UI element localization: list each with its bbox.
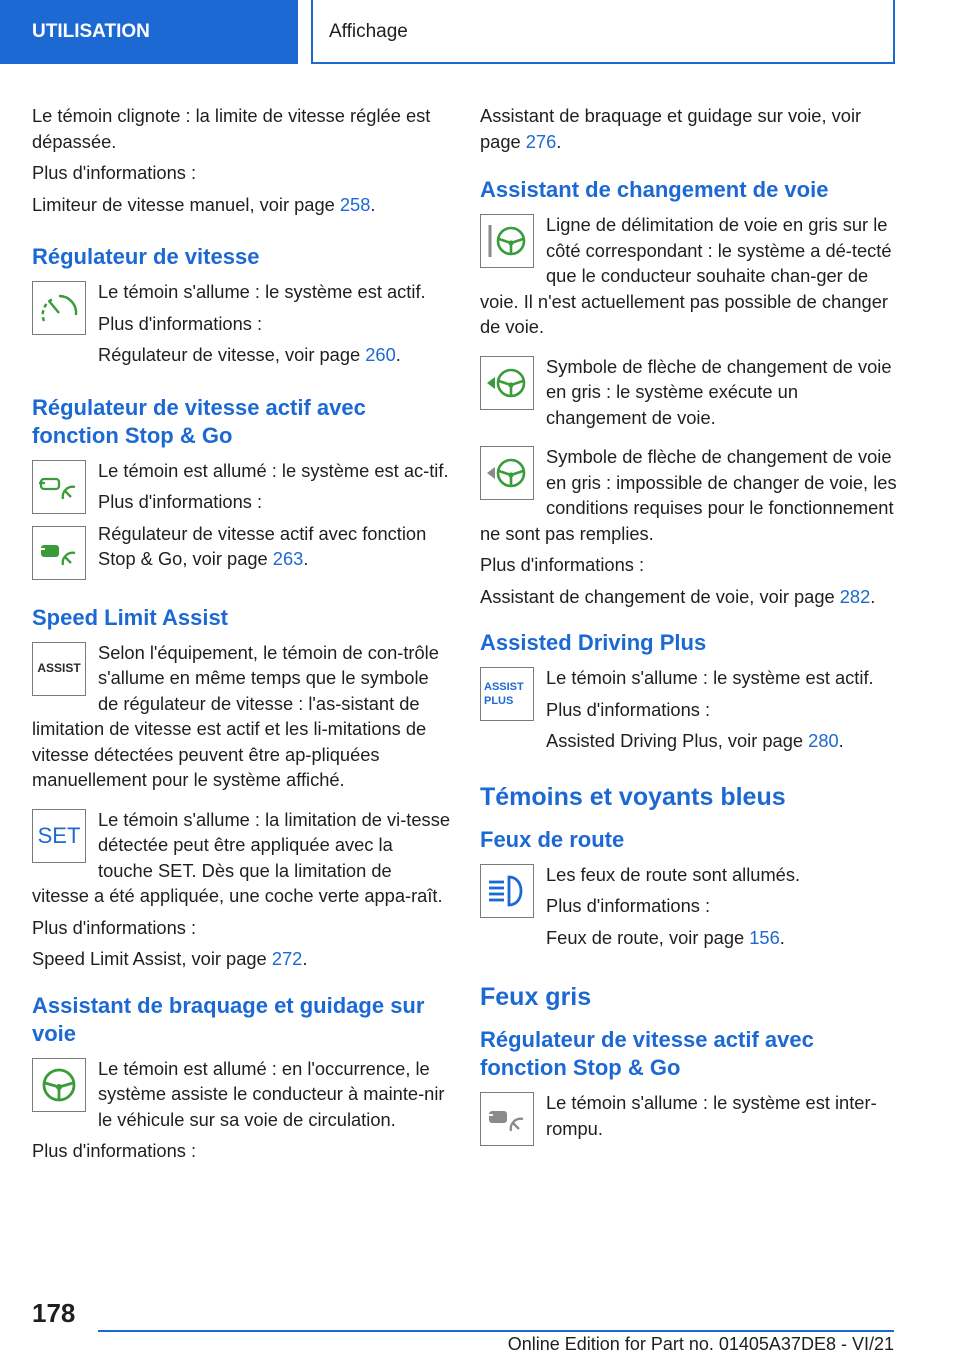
section-label: UTILISATION xyxy=(32,21,150,42)
page-link[interactable]: 276 xyxy=(525,130,557,152)
page-link[interactable]: 282 xyxy=(839,585,871,607)
page-link[interactable]: 272 xyxy=(271,948,303,969)
paragraph: Le témoin s'allume : le système est actif. xyxy=(98,281,426,302)
chapter-title: Affichage xyxy=(329,21,408,42)
footer-divider xyxy=(98,1330,894,1332)
paragraph: Plus d'informations : xyxy=(32,916,197,938)
heading-speed-limit-assist: Speed Limit Assist xyxy=(32,604,229,630)
paragraph: Plus d'informations : xyxy=(98,491,263,512)
paragraph: Le témoin clignote : la limite de vitesse réglée est dépassée. xyxy=(32,105,431,152)
heading-high-beam: Feux de route xyxy=(480,826,625,852)
acc-filled-icon xyxy=(32,526,86,580)
paragraph: Le témoin est allumé : le système est ac-tif. xyxy=(98,459,449,481)
paragraph: Plus d'informations : xyxy=(546,895,711,916)
page-link[interactable]: 156 xyxy=(749,926,780,948)
steering-wheel-icon xyxy=(32,1058,86,1112)
paragraph: Le témoin s'allume : la limitation de vi-tesse détectée peut être appliquée avec la touche SET. Dès que la limitation de vitesse a été appliquée, une coche verte appa-raît. xyxy=(32,808,451,906)
paragraph: Limiteur de vitesse manuel, voir page 258. xyxy=(32,193,376,215)
paragraph: Plus d'informations : xyxy=(32,1140,197,1161)
paragraph: Plus d'informations : xyxy=(480,554,645,575)
acc-grey-icon xyxy=(480,1092,534,1146)
paragraph: Plus d'informations : xyxy=(98,312,263,334)
paragraph: Plus d'informations : xyxy=(546,698,711,720)
page-number: 178 xyxy=(32,1298,76,1328)
assist-plus-icon: ASSIST PLUS xyxy=(480,667,534,721)
right-column xyxy=(480,103,898,1150)
high-beam-icon xyxy=(480,864,534,918)
page-link[interactable]: 263 xyxy=(272,548,304,569)
lane-change-arrow-grey-icon xyxy=(480,446,534,500)
paragraph: Assistant de changement de voie, voir page 282. xyxy=(480,585,876,607)
heading-assisted-driving-plus: Assisted Driving Plus xyxy=(480,630,707,655)
page-link[interactable]: 258 xyxy=(339,193,371,215)
section-tab[interactable] xyxy=(0,0,298,64)
paragraph: Ligne de délimitation de voie en gris sur le côté correspondant : le système a dé-tecté que le conducteur souhaite chan-ger de voie. Il n'est actuellement pas possible de changer de voie. xyxy=(480,214,892,337)
paragraph: Régulateur de vitesse actif avec fonction Stop & Go, voir page 263. xyxy=(98,522,427,569)
paragraph: Feux de route, voir page 156. xyxy=(546,926,785,948)
paragraph: Selon l'équipement, le témoin de con-trôle s'allume en même temps que le symbole de régulateur de vitesse : l'as-sistant de limitation de vitesse est actif et les li-mitations de vitesse détectées peuvent être ap-pliquées manuellement pour le système affiché. xyxy=(32,641,439,790)
cruise-control-icon xyxy=(32,281,86,335)
heading-lane-change: Assistant de changement de voie xyxy=(480,177,829,202)
chapter-header xyxy=(311,0,895,64)
paragraph: Symbole de flèche de changement de voie en gris : le système exécute un changement de voie. xyxy=(546,355,892,428)
heading-acc-stop-go: Régulateur de vitesse actif avec fonction Stop & Go xyxy=(32,394,366,448)
paragraph: Plus d'informations : xyxy=(32,162,197,183)
edition-note: Online Edition for Part no. 01405A37DE8 - VI/21 xyxy=(507,1334,894,1354)
paragraph: Speed Limit Assist, voir page 272. xyxy=(32,948,308,969)
page-link[interactable]: 260 xyxy=(365,344,396,365)
lane-line-steering-icon xyxy=(480,214,534,268)
set-icon: SET xyxy=(32,809,86,863)
heading-steering-assist: Assistant de braquage et guidage sur voie xyxy=(32,992,425,1046)
heading-acc-stop-go-grey: Régulateur de vitesse actif avec fonction Stop & Go xyxy=(480,1027,814,1080)
paragraph: Les feux de route sont allumés. xyxy=(546,863,801,885)
acc-outline-icon xyxy=(32,460,86,514)
paragraph: Assisted Driving Plus, voir page 280. xyxy=(546,730,844,751)
heading-cruise-control: Régulateur de vitesse xyxy=(32,244,260,269)
paragraph: Le témoin s'allume : le système est actif. xyxy=(546,667,874,688)
paragraph: Assistant de braquage et guidage sur voie, voir page 276. xyxy=(480,105,862,152)
paragraph: Le témoin est allumé : en l'occurrence, le système assiste le conducteur à mainte-nir le véhicule sur sa voie de circulation. xyxy=(98,1057,445,1130)
paragraph: Symbole de flèche de changement de voie en gris : impossible de changer de voie, les conditions requises pour le fonctionnement ne sont pas remplies. xyxy=(480,446,897,544)
heading-grey-lights: Feux gris xyxy=(480,983,592,1011)
page-link[interactable]: 280 xyxy=(808,730,839,751)
paragraph: Régulateur de vitesse, voir page 260. xyxy=(98,344,401,365)
paragraph: Le témoin s'allume : le système est inter-rompu. xyxy=(546,1092,877,1139)
lane-change-arrow-icon xyxy=(480,356,534,410)
heading-blue-indicators: Témoins et voyants bleus xyxy=(480,782,786,811)
assist-icon: ASSIST xyxy=(32,642,86,696)
left-column xyxy=(32,103,450,1170)
